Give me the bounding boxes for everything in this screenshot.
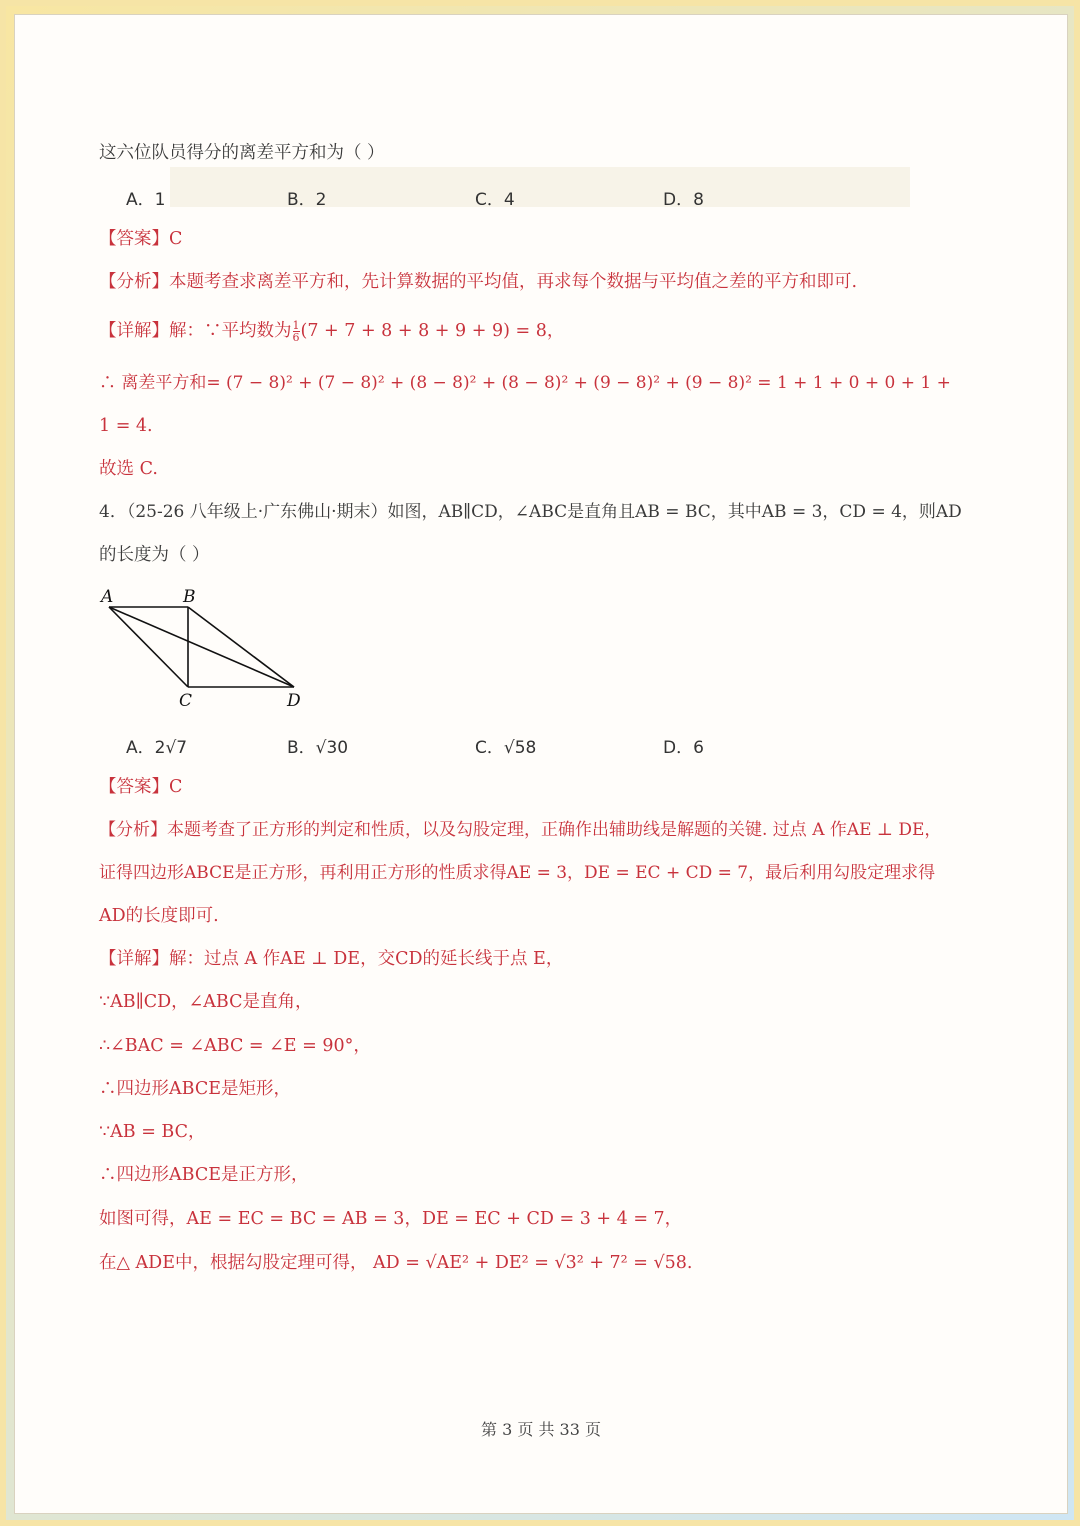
- q4-analysis-line3: AD的长度即可.: [99, 906, 219, 926]
- segment-ad: [109, 607, 294, 687]
- fraction-numerator: 1: [292, 319, 300, 332]
- q4-option-c: C．√58: [475, 738, 537, 758]
- q4-step-4: ∴四边形ABCE是矩形，: [99, 1079, 291, 1099]
- label-a: A: [101, 587, 114, 607]
- q3-stem: 这六位队员得分的离差平方和为（ ）: [99, 143, 385, 163]
- q3-option-d: D．8: [663, 190, 704, 210]
- label-b: B: [183, 587, 196, 607]
- fraction: [293, 320, 300, 343]
- segment-ac: [109, 607, 188, 687]
- q3-sum-line: ∴ 离差平方和= (7 − 8)² + (7 − 8)² + (8 − 8)² + (8 − 8)² + (9 − 8)² + (9 − 8)² = 1 + 1 + 0 + 0 + 1 +: [99, 373, 951, 393]
- q3-detail-prefix: 【详解】解：∵平均数为: [99, 321, 292, 341]
- q4-step-5: ∵AB = BC，: [99, 1122, 206, 1142]
- q4-stem-line1: 4．（25-26 八年级上·广东佛山·期末）如图，AB∥CD，∠ABC是直角且AB = BC，其中AB = 3，CD = 4，则AD: [99, 502, 962, 522]
- page-footer: 第 3 页 共 33 页: [481, 1420, 601, 1439]
- q4-option-d: D．6: [663, 738, 704, 758]
- q4-option-a: A．2√7: [126, 738, 188, 758]
- q4-figure: [99, 585, 319, 715]
- q3-analysis: 【分析】本题考查求离差平方和，先计算数据的平均值，再求每个数据与平均值之差的平方和即可.: [99, 272, 858, 292]
- q3-options-bar: [170, 167, 910, 207]
- q4-stem-line2: 的长度为（ ）: [99, 545, 210, 565]
- q3-choose: 故选 C.: [99, 459, 158, 479]
- q3-option-b: B．2: [287, 190, 327, 210]
- document-page: [14, 14, 1068, 1514]
- q4-answer: 【答案】C: [99, 777, 183, 797]
- q4-step-8: 在△ ADE中，根据勾股定理可得， AD = √AE² + DE² = √3² + 7² = √58.: [99, 1253, 693, 1273]
- q4-step-7: 如图可得，AE = EC = BC = AB = 3，DE = EC + CD = 3 + 4 = 7，: [99, 1209, 683, 1229]
- q3-option-a: A．1: [126, 190, 166, 210]
- label-c: C: [179, 691, 193, 711]
- segment-bd: [188, 607, 294, 687]
- q3-answer: 【答案】C: [99, 229, 183, 249]
- q4-analysis-line2: 证得四边形ABCE是正方形，再利用正方形的性质求得AE = 3，DE = EC + CD = 7，最后利用勾股定理求得: [99, 863, 936, 883]
- q4-option-b: B．√30: [287, 738, 349, 758]
- q3-option-c: C．4: [475, 190, 515, 210]
- q4-step-2: ∵AB∥CD，∠ABC是直角，: [99, 992, 313, 1012]
- q4-analysis-line1: 【分析】本题考查了正方形的判定和性质，以及勾股定理，正确作出辅助线是解题的关键. 过点 A 作AE ⊥ DE，: [99, 820, 942, 840]
- q3-detail-suffix: (7 + 7 + 8 + 8 + 9 + 9) = 8，: [300, 321, 565, 341]
- q4-step-3: ∴∠BAC = ∠ABC = ∠E = 90°，: [99, 1036, 371, 1056]
- q3-detail: [99, 319, 564, 343]
- label-d: D: [287, 691, 301, 711]
- q4-step-6: ∴四边形ABCE是正方形，: [99, 1165, 309, 1185]
- q4-step-1: 【详解】解：过点 A 作AE ⊥ DE，交CD的延长线于点 E，: [99, 949, 564, 969]
- q3-sum-line2: 1 = 4.: [99, 416, 153, 436]
- fraction-denominator: 6: [292, 331, 300, 344]
